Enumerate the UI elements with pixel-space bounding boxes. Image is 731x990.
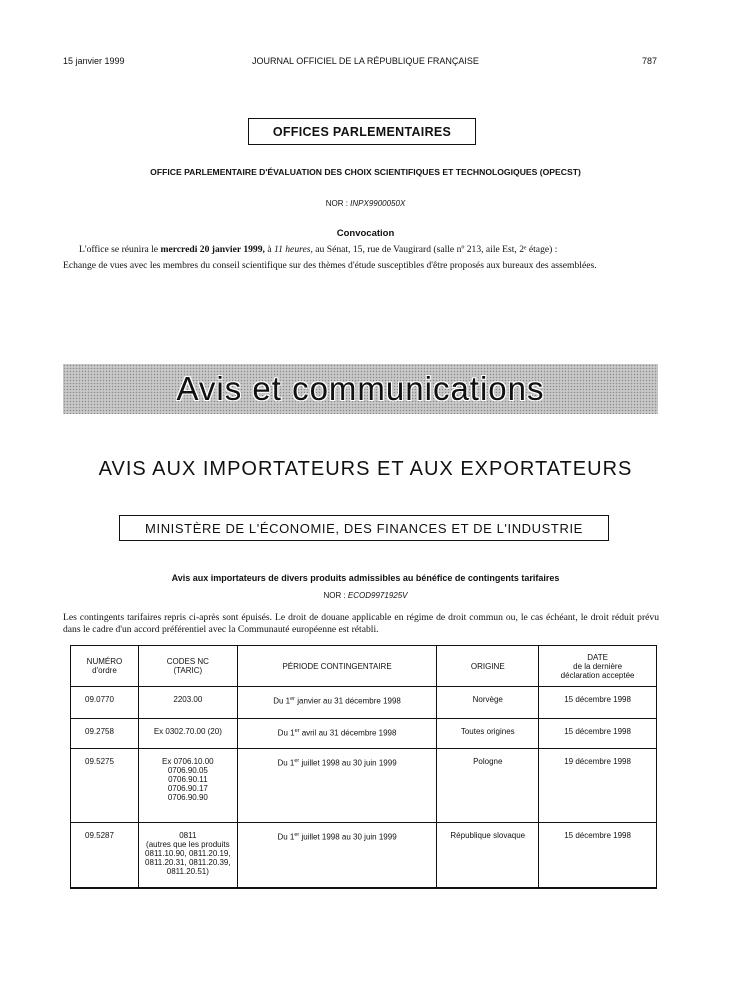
notice-paragraph: Les contingents tarifaires repris ci-après sont épuisés. Le droit de douane applicable en régime de droit commun ou, le cas échéant, le droit réduit prévu dans le cadre d'un accord préférentiel avec la Communauté européenne est rétabli. [63, 612, 659, 635]
cell-numero: 09.2758 [71, 719, 139, 749]
cell-origine: Toutes origines [437, 719, 539, 749]
cell-date: 15 décembre 1998 [539, 719, 657, 749]
header-date: 15 janvier 1999 [63, 56, 125, 66]
table-header-row [71, 646, 657, 687]
nor-reference-2: NOR : ECOD9971925V [323, 591, 408, 600]
header-page-number: 787 [641, 56, 657, 66]
col-header-periode: PÉRIODE CONTINGENTAIRE [237, 646, 437, 687]
header-journal-title: JOURNAL OFFICIEL DE LA RÉPUBLIQUE FRANÇAISE [252, 56, 479, 66]
cell-numero: 09.5275 [71, 749, 139, 823]
avis-heading: AVIS AUX IMPORTATEURS ET AUX EXPORTATEURS [98, 458, 633, 480]
table-row [71, 749, 657, 823]
meeting-date: mercredi 20 janvier 1999, [160, 244, 265, 255]
offices-parlementaires-title: OFFICES PARLEMENTAIRES [272, 124, 452, 139]
cell-numero: 09.5287 [71, 823, 139, 889]
cell-origine: Norvège [437, 687, 539, 719]
cell-periode: Du 1er janvier au 31 décembre 1998 [237, 687, 437, 719]
cell-periode: Du 1er juillet 1998 au 30 juin 1999 [237, 749, 437, 823]
cell-codes: Ex 0706.10.00 0706.90.05 0706.90.11 0706.90.17 0706.90.90 [138, 749, 237, 823]
cell-codes: Ex 0302.70.00 (20) [138, 719, 237, 749]
cell-codes: 0811 (autres que les produits 0811.10.90, 0811.20.19, 0811.20.31, 0811.20.39, 0811.20.51) [138, 823, 237, 889]
col-header-date: DATE de la dernière déclaration acceptée [539, 646, 657, 687]
section-banner-title: Avis et communications [176, 370, 545, 407]
cell-numero: 09.0770 [71, 687, 139, 719]
col-header-numero: NUMÉRO d'ordre [71, 646, 139, 687]
col-header-codes: CODES NC (TARIC) [138, 646, 237, 687]
cell-date: 15 décembre 1998 [539, 823, 657, 889]
nor-label: NOR : [325, 199, 351, 208]
cell-origine: République slovaque [437, 823, 539, 889]
office-title: OFFICE PARLEMENTAIRE D'ÉVALUATION DES CHOIX SCIENTIFIQUES ET TECHNOLOGIQUES (OPECST) [150, 167, 581, 177]
table-row [71, 687, 657, 719]
table-row [71, 719, 657, 749]
col-header-origine: ORIGINE [437, 646, 539, 687]
nor-value: INPX9900050X [350, 199, 406, 208]
cell-codes: 2203.00 [138, 687, 237, 719]
cell-date: 19 décembre 1998 [539, 749, 657, 823]
ministry-box [119, 515, 609, 541]
offices-parlementaires-box [248, 118, 476, 145]
cell-periode: Du 1er avril au 31 décembre 1998 [237, 719, 437, 749]
convocation-heading: Convocation [336, 228, 395, 239]
tariff-quota-table [70, 645, 657, 889]
ministry-title: MINISTÈRE DE L'ÉCONOMIE, DES FINANCES ET DE L'INDUSTRIE [145, 520, 583, 536]
meeting-time: 11 heures, [273, 244, 313, 255]
cell-date: 15 décembre 1998 [539, 687, 657, 719]
table-row [71, 823, 657, 889]
nor-reference-1 [0, 199, 731, 208]
cell-origine: Pologne [437, 749, 539, 823]
meeting-paragraph: L'office se réunira le mercredi 20 janvier 1999, à 11 heures, au Sénat, 15, rue de Vaugirard (salle nº 213, aile Est, 2ᵉ étage) : [79, 244, 558, 255]
cell-periode: Du 1er juillet 1998 au 30 juin 1999 [237, 823, 437, 889]
agenda-paragraph: Echange de vues avec les membres du conseil scientifique sur des thèmes d'étude susceptibles d'être proposés aux bureaux des assemblées. [63, 260, 597, 271]
notice-subtitle: Avis aux importateurs de divers produits admissibles au bénéfice de contingents tarifaires [171, 573, 560, 583]
